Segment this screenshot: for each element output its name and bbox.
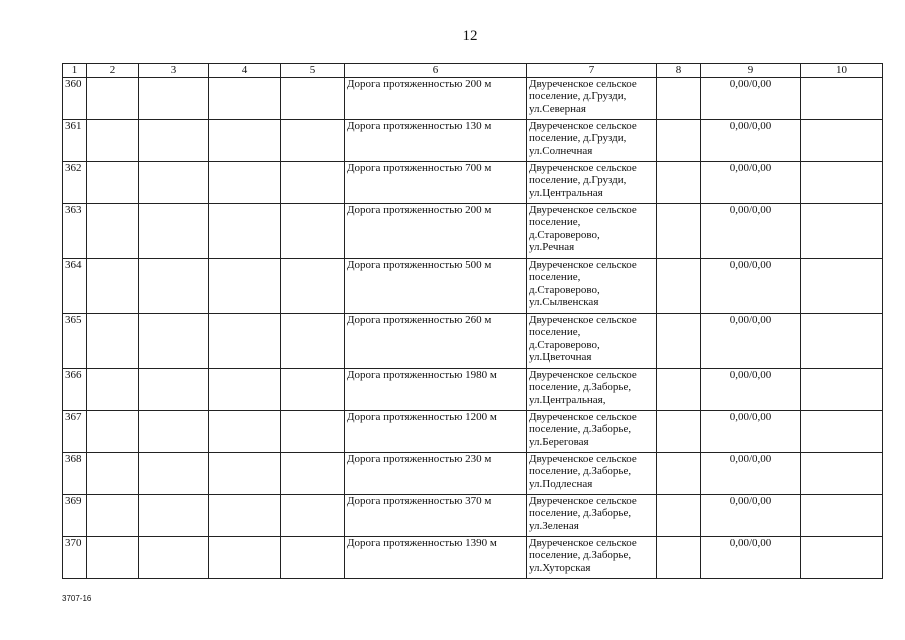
value-cell: 0,00/0,00 — [701, 162, 801, 204]
object-address — [527, 369, 657, 411]
address-line: ул.Центральная, — [529, 393, 606, 406]
empty-cell-4 — [209, 314, 281, 369]
empty-cell-5 — [281, 453, 345, 495]
empty-cell-2 — [87, 537, 139, 579]
empty-cell-10 — [801, 369, 883, 411]
empty-cell-5 — [281, 162, 345, 204]
address-line: ул.Солнечная — [529, 144, 593, 157]
empty-cell-10 — [801, 453, 883, 495]
row-number: 370 — [63, 537, 87, 579]
table-row — [63, 453, 883, 495]
address-line: д.Староверово, — [529, 228, 600, 241]
empty-cell-4 — [209, 537, 281, 579]
value-cell: 0,00/0,00 — [701, 78, 801, 120]
empty-cell-10 — [801, 411, 883, 453]
address-line: поселение, д.Заборье, — [529, 381, 632, 394]
object-name: Дорога протяженностью 200 м — [345, 204, 527, 259]
empty-cell-4 — [209, 369, 281, 411]
empty-cell-8 — [657, 204, 701, 259]
object-address — [527, 411, 657, 453]
column-header-1: 1 — [63, 64, 87, 78]
header-row — [63, 64, 883, 78]
value-cell: 0,00/0,00 — [701, 120, 801, 162]
address-line: Двуреченское сельское — [529, 453, 637, 465]
address-line: Двуреченское сельское — [529, 259, 637, 271]
address-line: Двуреченское сельское — [529, 162, 637, 174]
address-line: Двуреченское сельское — [529, 369, 637, 381]
empty-cell-8 — [657, 495, 701, 537]
empty-cell-2 — [87, 453, 139, 495]
empty-cell-4 — [209, 411, 281, 453]
row-number: 364 — [63, 259, 87, 314]
empty-cell-5 — [281, 204, 345, 259]
address-line: поселение, д.Грузди, — [529, 132, 627, 145]
address-line: Двуреченское сельское — [529, 120, 637, 132]
address-line: Двуреченское сельское — [529, 411, 637, 423]
row-number: 360 — [63, 78, 87, 120]
empty-cell-10 — [801, 204, 883, 259]
row-number: 367 — [63, 411, 87, 453]
table-row — [63, 314, 883, 369]
address-line: ул.Цветочная — [529, 351, 592, 364]
value-cell: 0,00/0,00 — [701, 537, 801, 579]
address-line: д.Староверово, — [529, 338, 600, 351]
empty-cell-2 — [87, 411, 139, 453]
empty-cell-10 — [801, 537, 883, 579]
table-row — [63, 204, 883, 259]
row-number: 363 — [63, 204, 87, 259]
object-address — [527, 495, 657, 537]
empty-cell-3 — [139, 78, 209, 120]
object-name: Дорога протяженностью 130 м — [345, 120, 527, 162]
empty-cell-5 — [281, 314, 345, 369]
address-line: Двуреченское сельское — [529, 204, 637, 216]
object-address — [527, 78, 657, 120]
address-line: д.Староверово, — [529, 283, 600, 296]
empty-cell-8 — [657, 314, 701, 369]
empty-cell-8 — [657, 453, 701, 495]
address-line: поселение, д.Заборье, — [529, 465, 632, 478]
object-address — [527, 162, 657, 204]
address-line: поселение, д.Заборье, — [529, 549, 632, 562]
empty-cell-3 — [139, 204, 209, 259]
empty-cell-5 — [281, 259, 345, 314]
empty-cell-2 — [87, 78, 139, 120]
table-row — [63, 369, 883, 411]
empty-cell-2 — [87, 162, 139, 204]
object-name: Дорога протяженностью 1390 м — [345, 537, 527, 579]
object-name: Дорога протяженностью 370 м — [345, 495, 527, 537]
row-number: 368 — [63, 453, 87, 495]
empty-cell-8 — [657, 537, 701, 579]
empty-cell-3 — [139, 369, 209, 411]
address-line: Двуреченское сельское — [529, 537, 637, 549]
empty-cell-5 — [281, 120, 345, 162]
address-line: поселение, д.Грузди, — [529, 174, 627, 187]
empty-cell-8 — [657, 369, 701, 411]
column-header-7: 7 — [527, 64, 657, 78]
empty-cell-3 — [139, 495, 209, 537]
address-line: поселение, д.Заборье, — [529, 423, 632, 436]
column-header-6: 6 — [345, 64, 527, 78]
empty-cell-8 — [657, 411, 701, 453]
empty-cell-10 — [801, 314, 883, 369]
value-cell: 0,00/0,00 — [701, 259, 801, 314]
empty-cell-4 — [209, 259, 281, 314]
address-line: ул.Хуторская — [529, 561, 591, 574]
object-address — [527, 314, 657, 369]
address-line: ул.Подлесная — [529, 477, 593, 490]
document-code: 3707-16 — [62, 594, 92, 603]
address-line: ул.Северная — [529, 102, 586, 115]
empty-cell-5 — [281, 78, 345, 120]
table-row — [63, 537, 883, 579]
empty-cell-8 — [657, 162, 701, 204]
address-line: ул.Береговая — [529, 435, 589, 448]
empty-cell-2 — [87, 204, 139, 259]
empty-cell-8 — [657, 78, 701, 120]
empty-cell-2 — [87, 120, 139, 162]
object-name: Дорога протяженностью 500 м — [345, 259, 527, 314]
object-address — [527, 120, 657, 162]
row-number: 369 — [63, 495, 87, 537]
object-address — [527, 259, 657, 314]
value-cell: 0,00/0,00 — [701, 314, 801, 369]
table-row — [63, 495, 883, 537]
column-header-3: 3 — [139, 64, 209, 78]
value-cell: 0,00/0,00 — [701, 369, 801, 411]
empty-cell-8 — [657, 120, 701, 162]
empty-cell-2 — [87, 495, 139, 537]
column-header-5: 5 — [281, 64, 345, 78]
empty-cell-4 — [209, 495, 281, 537]
empty-cell-3 — [139, 411, 209, 453]
empty-cell-4 — [209, 162, 281, 204]
value-cell: 0,00/0,00 — [701, 204, 801, 259]
column-header-8: 8 — [657, 64, 701, 78]
value-cell: 0,00/0,00 — [701, 495, 801, 537]
object-name: Дорога протяженностью 1980 м — [345, 369, 527, 411]
empty-cell-4 — [209, 204, 281, 259]
object-name: Дорога протяженностью 1200 м — [345, 411, 527, 453]
empty-cell-10 — [801, 162, 883, 204]
empty-cell-2 — [87, 369, 139, 411]
address-line: поселение, — [529, 326, 581, 339]
empty-cell-10 — [801, 120, 883, 162]
register-body — [63, 78, 883, 579]
table-row — [63, 78, 883, 120]
empty-cell-3 — [139, 453, 209, 495]
address-line: Двуреченское сельское — [529, 495, 637, 507]
address-line: ул.Речная — [529, 241, 575, 254]
empty-cell-5 — [281, 369, 345, 411]
empty-cell-3 — [139, 537, 209, 579]
empty-cell-5 — [281, 537, 345, 579]
address-line: поселение, — [529, 271, 581, 284]
empty-cell-4 — [209, 453, 281, 495]
empty-cell-2 — [87, 314, 139, 369]
address-line: Двуреченское сельское — [529, 78, 637, 90]
empty-cell-3 — [139, 259, 209, 314]
object-name: Дорога протяженностью 700 м — [345, 162, 527, 204]
value-cell: 0,00/0,00 — [701, 453, 801, 495]
empty-cell-3 — [139, 314, 209, 369]
object-address — [527, 204, 657, 259]
address-line: поселение, д.Грузди, — [529, 90, 627, 103]
table-row — [63, 120, 883, 162]
object-address — [527, 537, 657, 579]
table-row — [63, 259, 883, 314]
column-header-9: 9 — [701, 64, 801, 78]
register-table — [62, 63, 883, 579]
empty-cell-10 — [801, 495, 883, 537]
row-number: 361 — [63, 120, 87, 162]
empty-cell-3 — [139, 162, 209, 204]
empty-cell-2 — [87, 259, 139, 314]
row-number: 365 — [63, 314, 87, 369]
empty-cell-3 — [139, 120, 209, 162]
column-header-2: 2 — [87, 64, 139, 78]
address-line: ул.Центральная — [529, 186, 603, 199]
object-name: Дорога протяженностью 260 м — [345, 314, 527, 369]
empty-cell-8 — [657, 259, 701, 314]
object-name: Дорога протяженностью 200 м — [345, 78, 527, 120]
empty-cell-5 — [281, 495, 345, 537]
address-line: ул.Зеленая — [529, 519, 579, 532]
empty-cell-4 — [209, 78, 281, 120]
row-number: 366 — [63, 369, 87, 411]
page-number: 12 — [462, 28, 478, 44]
empty-cell-4 — [209, 120, 281, 162]
column-header-10: 10 — [801, 64, 883, 78]
empty-cell-10 — [801, 78, 883, 120]
object-name: Дорога протяженностью 230 м — [345, 453, 527, 495]
empty-cell-10 — [801, 259, 883, 314]
address-line: поселение, д.Заборье, — [529, 507, 632, 520]
value-cell: 0,00/0,00 — [701, 411, 801, 453]
column-header-4: 4 — [209, 64, 281, 78]
table-row — [63, 162, 883, 204]
empty-cell-5 — [281, 411, 345, 453]
address-line: поселение, — [529, 216, 581, 229]
table-row — [63, 411, 883, 453]
object-address — [527, 453, 657, 495]
row-number: 362 — [63, 162, 87, 204]
address-line: Двуреченское сельское — [529, 314, 637, 326]
address-line: ул.Сылвенская — [529, 296, 599, 309]
